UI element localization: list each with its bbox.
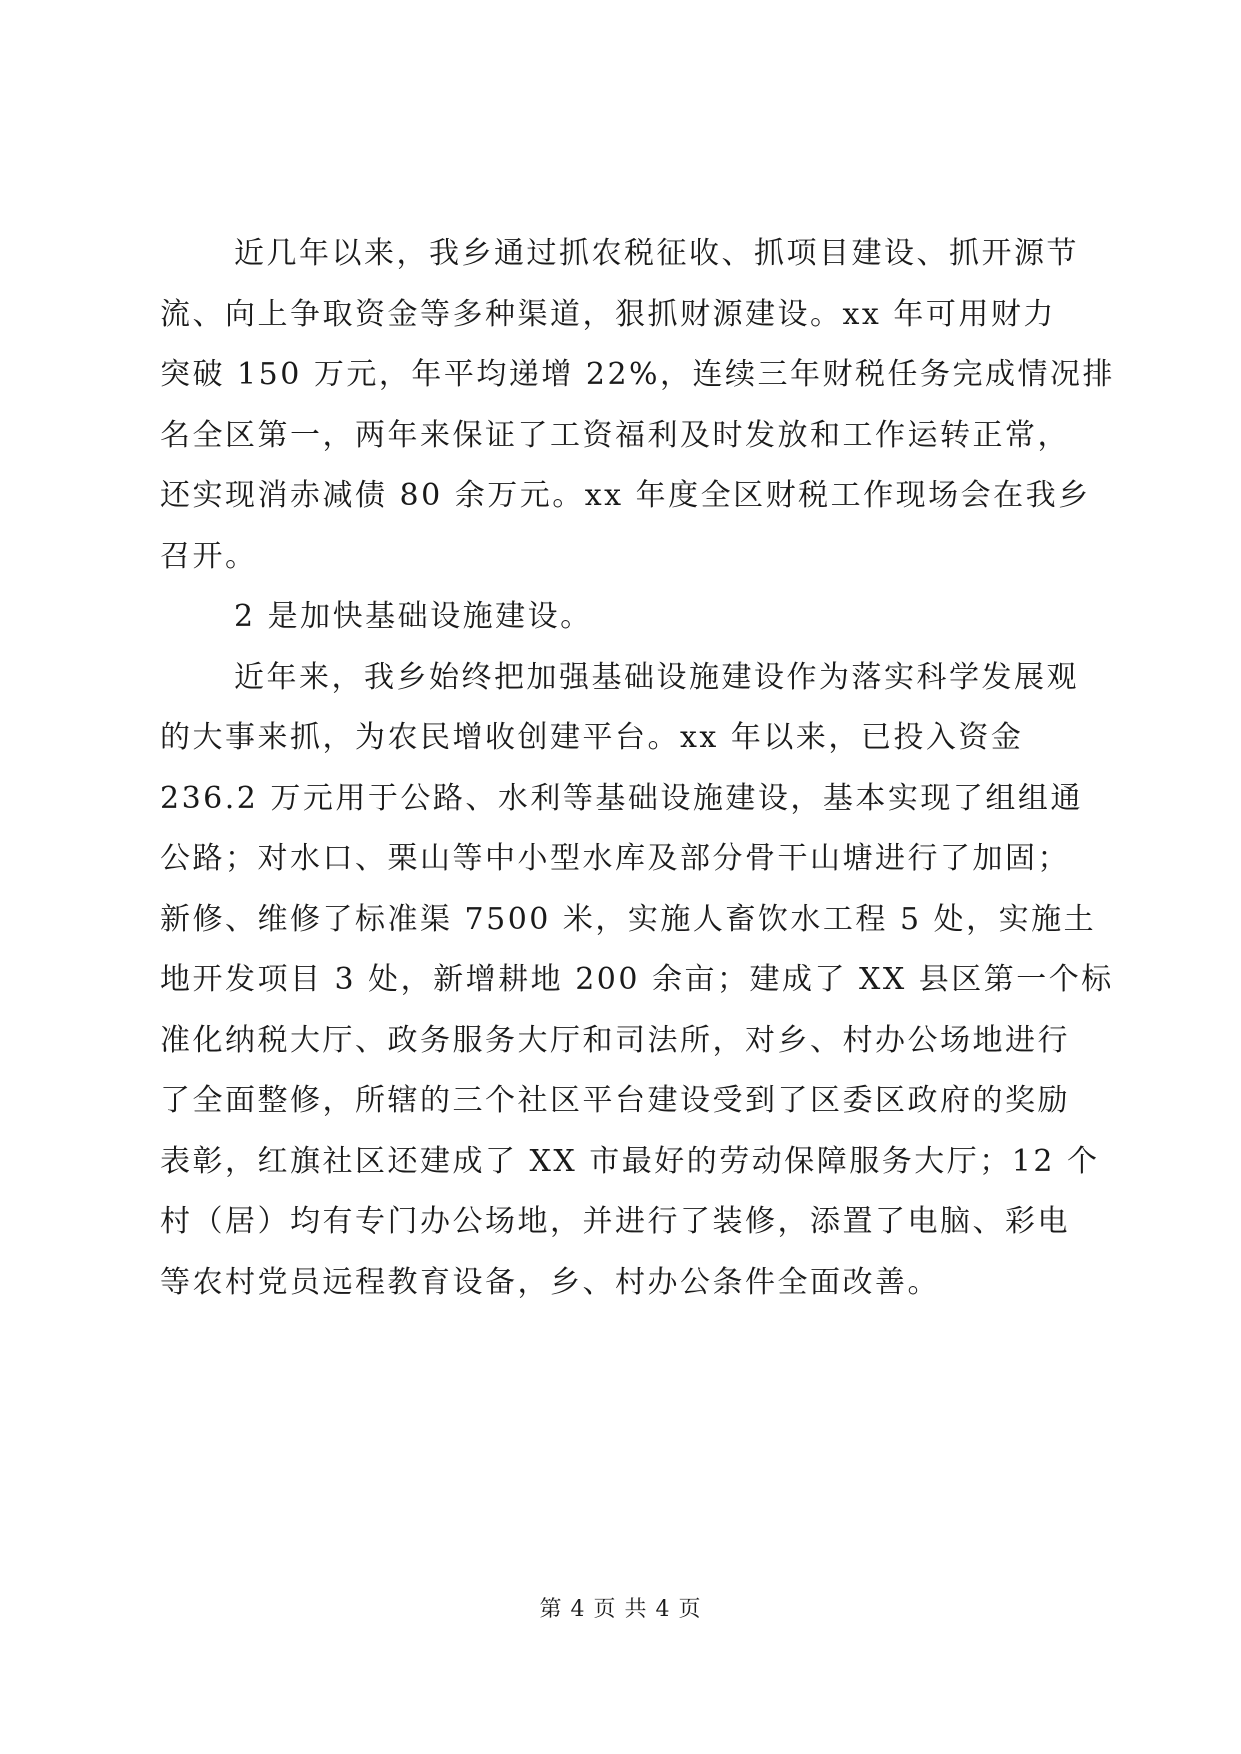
page-footer xyxy=(0,1592,1241,1623)
text-line: 流、向上争取资金等多种渠道，狠抓财源建设。xx 年可用财力 xyxy=(160,296,1056,332)
text-line: 召开。 xyxy=(160,538,258,574)
text-line: 2 是加快基础设施建设。 xyxy=(234,599,593,634)
text-line: 地开发项目 3 处，新增耕地 200 余亩；建成了 XX 县区第一个标 xyxy=(160,962,1114,997)
text-line: 突破 150 万元，年平均递增 22%，连续三年财税任务完成情况排 xyxy=(160,357,1116,392)
text-line: 准化纳税大厅、政务服务大厅和司法所，对乡、村办公场地进行 xyxy=(160,1022,1070,1058)
page-number-label: 第 4 页 共 4 页 xyxy=(539,1597,702,1622)
text-line: 表彰，红旗社区还建成了 XX 市最好的劳动保障服务大厅；12 个 xyxy=(160,1143,1100,1179)
text-line: 等农村党员远程教育设备，乡、村办公条件全面改善。 xyxy=(160,1264,940,1300)
text-line: 还实现消赤减债 80 余万元。xx 年度全区财税工作现场会在我乡 xyxy=(160,478,1091,513)
text-line: 近年来，我乡始终把加强基础设施建设作为落实科学发展观 xyxy=(234,659,1079,695)
text-line: 名全区第一，两年来保证了工资福利及时发放和工作运转正常， xyxy=(160,417,1070,453)
text-line: 公路；对水口、栗山等中小型水库及部分骨干山塘进行了加固； xyxy=(160,841,1070,876)
text-line: 近几年以来，我乡通过抓农税征收、抓项目建设、抓开源节 xyxy=(234,236,1079,271)
document-body xyxy=(160,224,1116,1313)
text-line: 了全面整修，所辖的三个社区平台建设受到了区委区政府的奖励 xyxy=(160,1083,1070,1118)
text-line: 新修、维修了标准渠 7500 米，实施人畜饮水工程 5 处，实施土 xyxy=(160,901,1097,937)
text-line: 236.2 万元用于公路、水利等基础设施建设，基本实现了组组通 xyxy=(160,780,1083,816)
text-line: 的大事来抓，为农民增收创建平台。xx 年以来，已投入资金 xyxy=(160,720,1024,755)
text-line: 村（居）均有专门办公场地，并进行了装修，添置了电脑、彩电 xyxy=(160,1204,1070,1239)
